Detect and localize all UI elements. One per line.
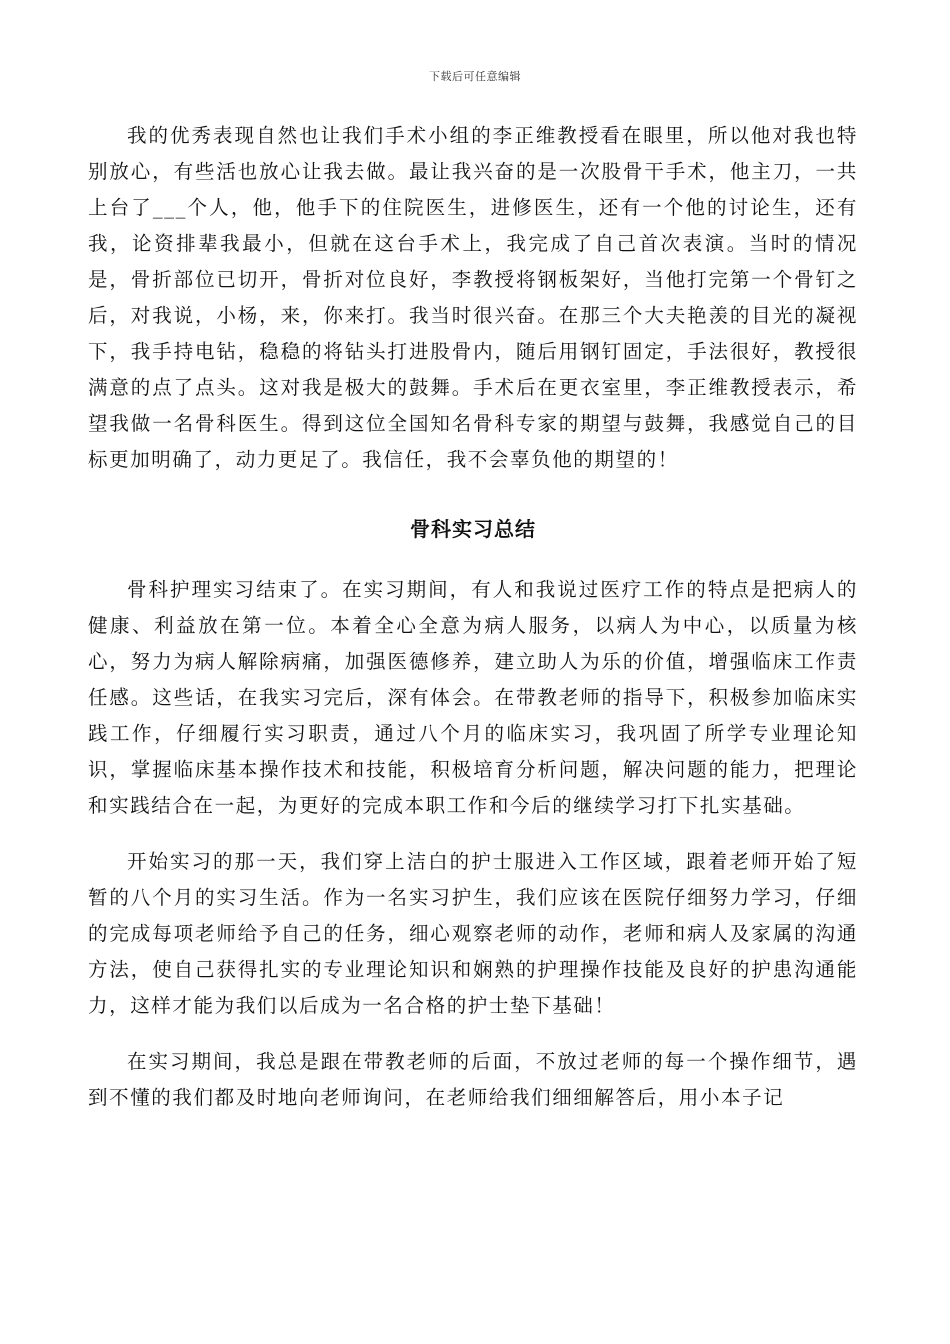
- document-body: [88, 118, 858, 1116]
- paragraph-surgery-experience: 我的优秀表现自然也让我们手术小组的李正维教授看在眼里，所以他对我也特别放心，有些活也放心让我去做。最让我兴奋的是一次股骨干手术，他主刀，一共上台了___个人，他，他手下的住院医生，进修医生，还有一个他的讨论生，还有我，论资排辈我最小，但就在这台手术上，我完成了自己首次表演。当时的情况是，骨折部位已切开，骨折对位良好，李教授将钢板架好，当他打完第一个骨钉之后，对我说，小杨，来，你来打。我当时很兴奋。在那三个大夫艳羡的目光的凝视下，我手持电钻，稳稳的将钻头打进股骨内，随后用钢钉固定，手法很好，教授很满意的点了点头。这对我是极大的鼓舞。手术后在更衣室里，李正维教授表示，希望我做一名骨科医生。得到这位全国知名骨科专家的期望与鼓舞，我感觉自己的目标更加明确了，动力更足了。我信任，我不会辜负他的期望的！: [88, 124, 858, 471]
- page-header-note: 下载后可任意编辑: [429, 70, 521, 83]
- paragraph-internship-summary: 骨科护理实习结束了。在实习期间，有人和我说过医疗工作的特点是把病人的健康、利益放在第一位。本着全心全意为病人服务，以病人为中心，以质量为核心，努力为病人解除病痛，加强医德修养，建立助人为乐的价值，增强临床工作责任感。这些话，在我实习完后，深有体会。在带教老师的指导下，积极参加临床实践工作，仔细履行实习职责，通过八个月的临床实习，我巩固了所学专业理论知识，掌握临床基本操作技术和技能，积极培育分析问题，解决问题的能力，把理论和实践结合在一起，为更好的完成本职工作和今后的继续学习打下扎实基础。: [88, 578, 858, 817]
- section-title: 骨科实习总结: [410, 517, 536, 541]
- paragraph-first-day: 开始实习的那一天，我们穿上洁白的护士服进入工作区域，跟着老师开始了短暂的八个月的实习生活。作为一名实习护生，我们应该在医院仔细努力学习，仔细的完成每项老师给予自己的任务，细心观察老师的动作，老师和病人及家属的沟通方法，使自己获得扎实的专业理论知识和娴熟的护理操作技能及良好的护患沟通能力，这样才能为我们以后成为一名合格的护士垫下基础！: [88, 850, 858, 1017]
- paragraph-learning-details: 在实习期间，我总是跟在带教老师的后面，不放过老师的每一个操作细节，遇到不懂的我们都及时地向老师询问，在老师给我们细细解答后，用小本子记: [88, 1050, 858, 1109]
